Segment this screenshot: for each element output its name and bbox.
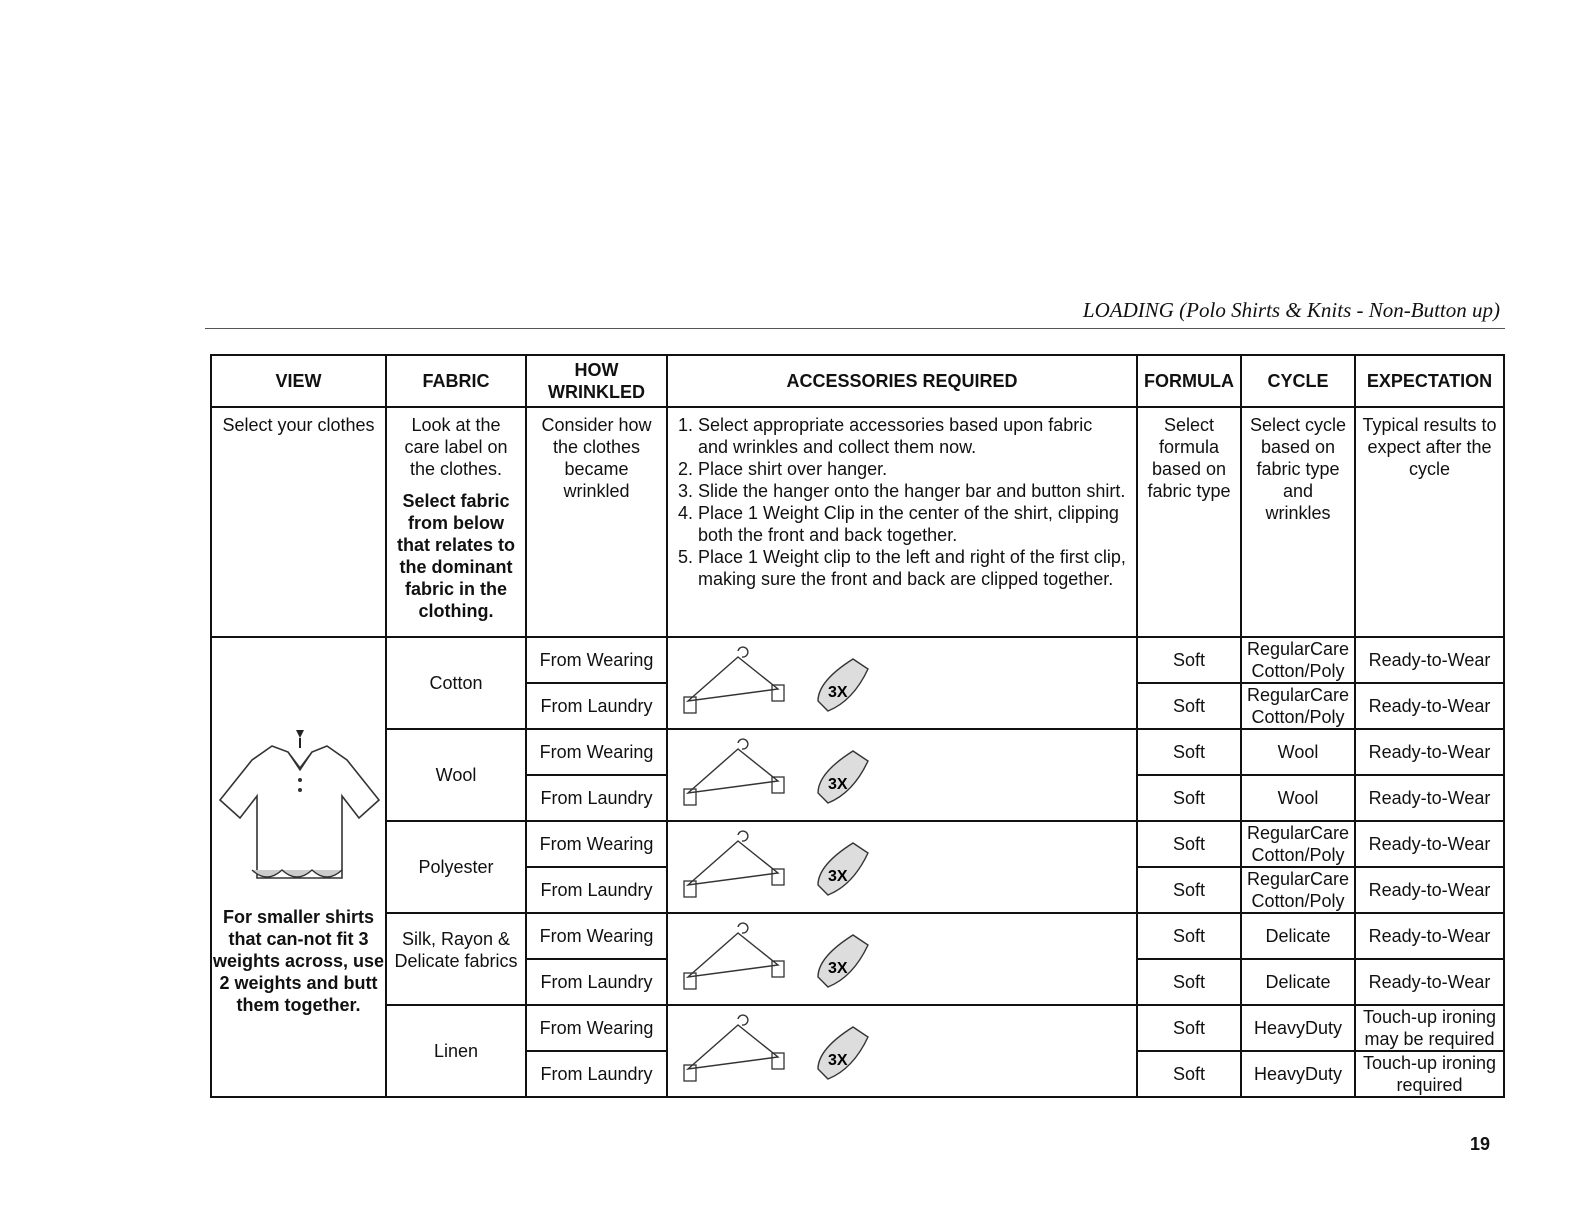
intro-how-cell xyxy=(526,407,667,637)
cycle: RegularCare Cotton/Poly xyxy=(1241,867,1355,913)
table-row xyxy=(211,637,1504,683)
page-number: 19 xyxy=(1469,1134,1490,1154)
intro-fabric-bold: Select fabric from below that relates to the dominant fabric in the clothing. xyxy=(396,491,516,621)
table-row xyxy=(211,729,1504,775)
cycle: HeavyDuty xyxy=(1241,1051,1355,1097)
how-wrinkled: From Wearing xyxy=(526,913,667,959)
how-wrinkled: From Laundry xyxy=(526,683,667,729)
view-illustration-cell xyxy=(211,637,386,1097)
fabric-cell: Linen xyxy=(386,1005,526,1097)
intro-formula: Select formula based on fabric type xyxy=(1147,415,1231,501)
col-how-line1: HOW xyxy=(574,360,619,380)
accessory-badge: 3X xyxy=(828,775,848,793)
expectation: Ready-to-Wear xyxy=(1355,867,1504,913)
cycle: Delicate xyxy=(1241,913,1355,959)
intro-expectation-cell xyxy=(1355,407,1504,637)
how-wrinkled: From Laundry xyxy=(526,959,667,1005)
table-row xyxy=(211,821,1504,867)
step-item: 5. Place 1 Weight clip to the left and right of the first clip, making sure the front and back are clipped together. xyxy=(678,547,1126,589)
expectation: Ready-to-Wear xyxy=(1355,913,1504,959)
how-wrinkled: From Wearing xyxy=(526,821,667,867)
intro-fabric: Look at the care label on the clothes. xyxy=(404,415,508,479)
table-header-row xyxy=(211,355,1504,407)
accessories-cell xyxy=(667,1005,1137,1097)
col-expectation: EXPECTATION xyxy=(1355,355,1504,407)
cycle: RegularCare Cotton/Poly xyxy=(1241,683,1355,729)
expectation: Ready-to-Wear xyxy=(1355,959,1504,1005)
intro-how: Consider how the clothes became wrinkled xyxy=(541,415,652,501)
expectation: Touch-up ironing may be required xyxy=(1355,1005,1504,1051)
how-wrinkled: From Laundry xyxy=(526,1051,667,1097)
header-rule xyxy=(205,328,1505,329)
how-wrinkled: From Laundry xyxy=(526,867,667,913)
cycle: RegularCare Cotton/Poly xyxy=(1241,637,1355,683)
accessories-cell xyxy=(667,913,1137,1005)
formula: Soft xyxy=(1137,729,1241,775)
formula: Soft xyxy=(1137,637,1241,683)
cycle: Delicate xyxy=(1241,959,1355,1005)
cycle: HeavyDuty xyxy=(1241,1005,1355,1051)
cycle: Wool xyxy=(1241,775,1355,821)
col-accessories: ACCESSORIES REQUIRED xyxy=(667,355,1137,407)
loading-table xyxy=(210,354,1505,1098)
hanger-and-weights-icon xyxy=(668,641,928,721)
fabric-cell: Wool xyxy=(386,729,526,821)
intro-cycle: Select cycle based on fabric type and wrinkles xyxy=(1249,415,1347,523)
step-item: 4. Place 1 Weight Clip in the center of the shirt, clipping both the front and back together. xyxy=(678,503,1119,545)
col-formula: FORMULA xyxy=(1137,355,1241,407)
expectation: Ready-to-Wear xyxy=(1355,637,1504,683)
formula: Soft xyxy=(1137,1051,1241,1097)
how-wrinkled: From Laundry xyxy=(526,775,667,821)
accessories-cell xyxy=(667,729,1137,821)
intro-cycle-cell xyxy=(1241,407,1355,637)
intro-fabric-cell xyxy=(386,407,526,637)
col-fabric: FABRIC xyxy=(386,355,526,407)
page-title: LOADING (Polo Shirts & Knits - Non-Button up) xyxy=(1082,298,1500,322)
col-view: VIEW xyxy=(211,355,386,407)
cycle: RegularCare Cotton/Poly xyxy=(1241,821,1355,867)
accessories-cell xyxy=(667,637,1137,729)
formula: Soft xyxy=(1137,1005,1241,1051)
step-item: 3. Slide the hanger onto the hanger bar and button shirt. xyxy=(678,481,1126,501)
formula: Soft xyxy=(1137,913,1241,959)
intro-view: Select your clothes xyxy=(222,415,375,435)
intro-expectation: Typical results to expect after the cycle xyxy=(1362,415,1497,479)
how-wrinkled: From Wearing xyxy=(526,637,667,683)
table-row xyxy=(211,1005,1504,1051)
expectation: Ready-to-Wear xyxy=(1355,683,1504,729)
col-cycle: CYCLE xyxy=(1241,355,1355,407)
accessory-badge: 3X xyxy=(828,867,848,885)
col-how-wrinkled xyxy=(526,355,667,407)
intro-row xyxy=(211,407,1504,637)
table-row xyxy=(211,913,1504,959)
expectation: Ready-to-Wear xyxy=(1355,729,1504,775)
accessory-badge: 3X xyxy=(828,1051,848,1069)
hanger-and-weights-icon xyxy=(668,733,928,813)
col-how-line2: WRINKLED xyxy=(548,382,645,402)
fabric-cell: Silk, Rayon & Delicate fabrics xyxy=(386,913,526,1005)
intro-formula-cell xyxy=(1137,407,1241,637)
how-wrinkled: From Wearing xyxy=(526,729,667,775)
intro-view-cell xyxy=(211,407,386,637)
formula: Soft xyxy=(1137,683,1241,729)
formula: Soft xyxy=(1137,959,1241,1005)
hanger-and-weights-icon xyxy=(668,1009,928,1089)
view-note: For smaller shirts that can-not fit 3 weights across, use 2 weights and butt them together. xyxy=(212,907,385,1015)
accessory-badge: 3X xyxy=(828,959,848,977)
fabric-cell: Cotton xyxy=(386,637,526,729)
steps-list xyxy=(668,408,1136,590)
accessories-cell xyxy=(667,821,1137,913)
cycle: Wool xyxy=(1241,729,1355,775)
step-item: 2. Place shirt over hanger. xyxy=(678,459,888,479)
how-wrinkled: From Wearing xyxy=(526,1005,667,1051)
expectation: Ready-to-Wear xyxy=(1355,821,1504,867)
expectation: Ready-to-Wear xyxy=(1355,775,1504,821)
expectation: Touch-up ironing required xyxy=(1355,1051,1504,1097)
polo-shirt-icon xyxy=(212,708,387,888)
step-item: 1. Select appropriate accessories based upon fabric and wrinkles and collect them now. xyxy=(678,415,1093,457)
hanger-and-weights-icon xyxy=(668,917,928,997)
fabric-cell: Polyester xyxy=(386,821,526,913)
formula: Soft xyxy=(1137,821,1241,867)
hanger-and-weights-icon xyxy=(668,825,928,905)
accessory-badge: 3X xyxy=(828,683,848,701)
formula: Soft xyxy=(1137,775,1241,821)
formula: Soft xyxy=(1137,867,1241,913)
intro-steps-cell xyxy=(667,407,1137,637)
